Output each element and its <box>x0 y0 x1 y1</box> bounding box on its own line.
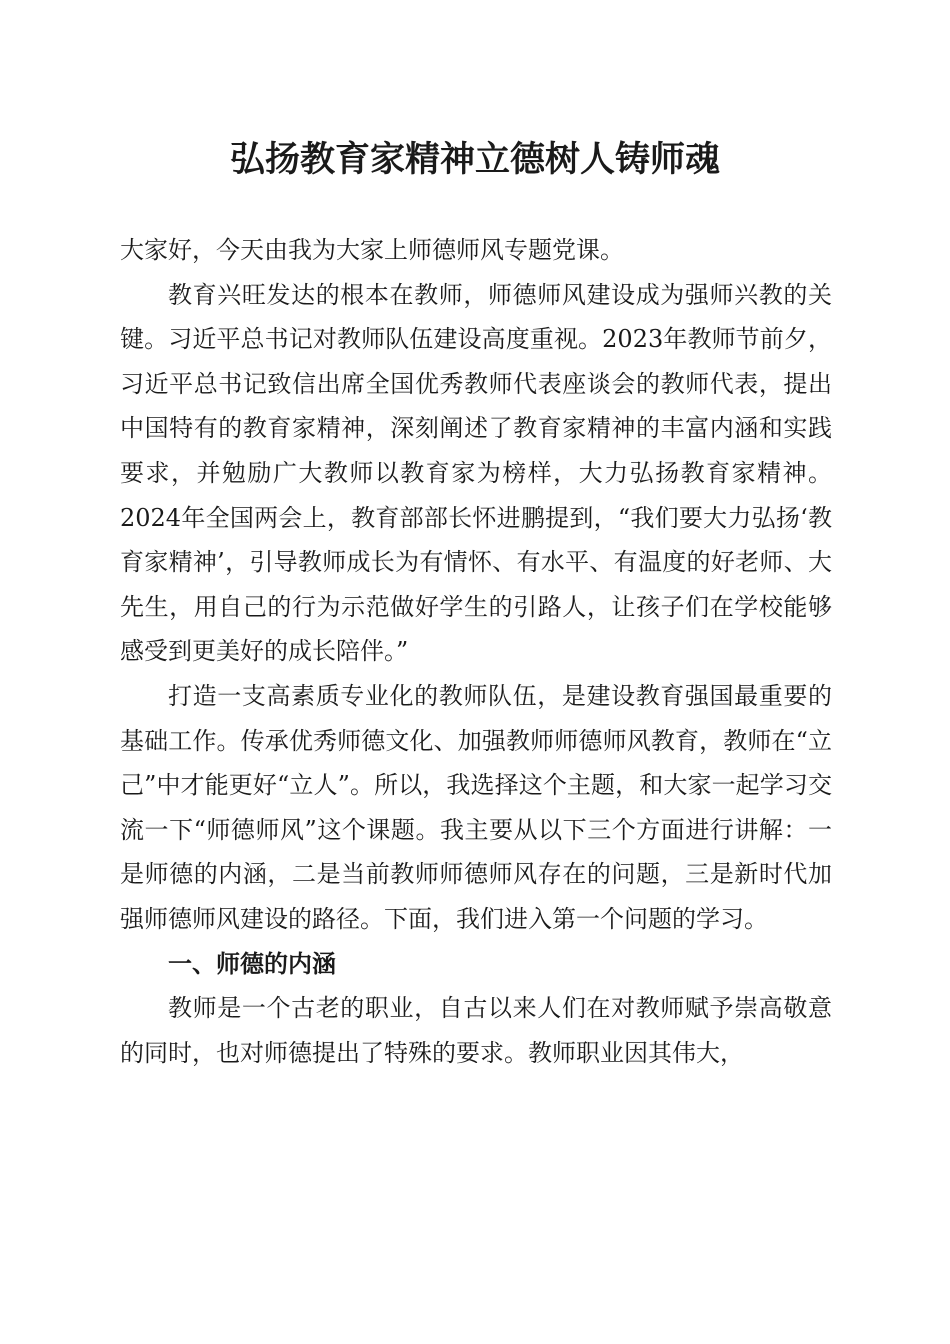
document-title: 弘扬教育家精神立德树人铸师魂 <box>229 139 720 180</box>
body-paragraph-3: 教师是一个古老的职业，自古以来人们在对教师赋予崇高敬意的同时，也对师德提出了特殊的要求。教师职业因其伟大， <box>120 994 832 1067</box>
body-paragraph-1: 教育兴旺发达的根本在教师，师德师风建设成为强师兴教的关键。习近平总书记对教师队伍建设高度重视。2023年教师节前夕，习近平总书记致信出席全国优秀教师代表座谈会的教师代表，提出中国特有的教育家精神，深刻阐述了教育家精神的丰富内涵和实践要求，并勉励广大教师以教育家为榜样，大力弘扬教育家精神。2024年全国两会上，教育部部长怀进鹏提到，“我们要大力弘扬‘教育家精神’，引导教师成长为有情怀、有水平、有温度的好老师、大先生，用自己的行为示范做好学生的引路人，让孩子们在学校能够感受到更美好的成长陪伴。” <box>120 280 832 666</box>
section-heading: 一、师德的内涵 <box>168 949 336 978</box>
body-paragraph-2: 打造一支高素质专业化的教师队伍，是建设教育强国最重要的基础工作。传承优秀师德文化、加强教师师德师风教育，教师在“立己”中才能更好“立人”。所以，我选择这个主题，和大家一起学习交流一下“师德师风”这个课题。我主要从以下三个方面进行讲解：一是师德的内涵，二是当前教师师德师风存在的问题，三是新时代加强师德师风建设的路径。下面，我们进入第一个问题的学习。 <box>120 681 832 933</box>
greeting-paragraph: 大家好，今天由我为大家上师德师风专题党课。 <box>120 236 624 264</box>
document-body <box>120 228 832 1075</box>
